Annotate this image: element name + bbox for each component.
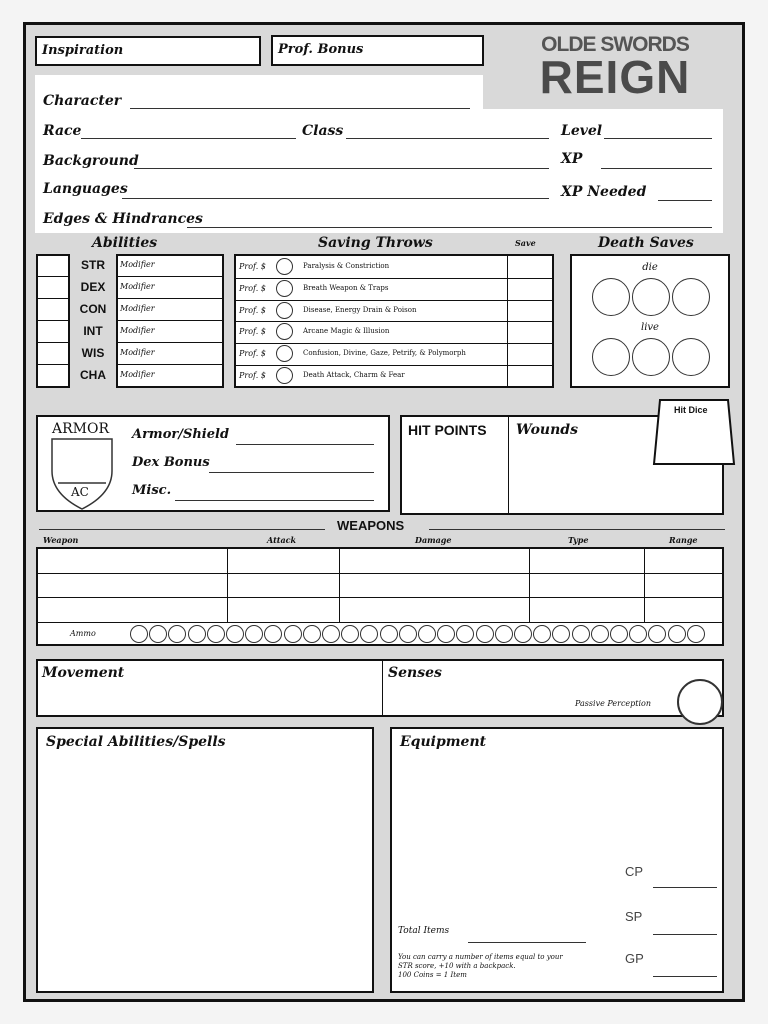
ammo-checkbox[interactable] — [552, 625, 570, 643]
movement-senses-box — [36, 659, 724, 717]
save-value-field[interactable] — [508, 300, 552, 321]
passive-perception-circle[interactable] — [677, 679, 723, 725]
ability-name-str: STR — [81, 258, 105, 272]
save-category-label: Disease, Energy Drain & Poison — [303, 305, 417, 314]
background-label: Background — [43, 153, 139, 169]
dex-bonus-field[interactable] — [209, 472, 374, 473]
save-value-field[interactable] — [508, 365, 552, 386]
ammo-checkbox[interactable] — [226, 625, 244, 643]
save-category-label: Death Attack, Charm & Fear — [303, 371, 405, 379]
wounds-label: Wounds — [516, 422, 578, 438]
character-label: Character — [43, 93, 122, 109]
save-prof-checkbox[interactable] — [276, 302, 293, 319]
movement-label: Movement — [42, 665, 125, 681]
languages-field[interactable] — [122, 198, 549, 199]
hit-dice-label: Hit Dice — [674, 405, 708, 415]
range-col-header: Range — [669, 535, 698, 545]
ability-name-dex: DEX — [80, 280, 106, 294]
armor-title: ARMOR — [52, 421, 110, 437]
ability-modifier-column[interactable] — [116, 254, 224, 388]
die-label: die — [642, 262, 658, 273]
save-label: Save — [515, 238, 536, 248]
death-save-die-3[interactable] — [672, 278, 710, 316]
hit-points-title: HIT POINTS — [408, 422, 487, 438]
ability-modifier-label: Modifier — [120, 370, 155, 379]
weapons-rule-right — [429, 529, 725, 530]
inspiration-field[interactable] — [35, 36, 261, 66]
edges-field[interactable] — [187, 227, 712, 228]
ammo-checkbox[interactable] — [418, 625, 436, 643]
movement-field[interactable] — [38, 685, 380, 715]
ammo-checkbox[interactable] — [322, 625, 340, 643]
armor-shield-field[interactable] — [236, 444, 374, 445]
ammo-checkbox[interactable] — [437, 625, 455, 643]
ammo-checkbox[interactable] — [668, 625, 686, 643]
background-field[interactable] — [134, 168, 549, 169]
ammo-checkbox[interactable] — [533, 625, 551, 643]
ammo-checkbox[interactable] — [284, 625, 302, 643]
carry-note-line1: You can carry a number of items equal to your — [398, 953, 563, 961]
type-col-header: Type — [568, 535, 589, 545]
inspiration-label: Inspiration — [42, 43, 124, 58]
class-field[interactable] — [346, 138, 549, 139]
save-prof-label: Prof. $ — [239, 327, 266, 337]
death-save-die-1[interactable] — [592, 278, 630, 316]
save-category-label: Breath Weapon & Traps — [303, 283, 389, 292]
race-field[interactable] — [81, 138, 296, 139]
save-prof-label: Prof. $ — [239, 283, 266, 293]
ammo-checkbox[interactable] — [399, 625, 417, 643]
xp-label: XP — [561, 151, 583, 167]
ammo-checkbox[interactable] — [360, 625, 378, 643]
ammo-checkbox[interactable] — [514, 625, 532, 643]
xp-field[interactable] — [601, 168, 712, 169]
ammo-checkbox[interactable] — [648, 625, 666, 643]
ammo-checkbox[interactable] — [149, 625, 167, 643]
ammo-checkbox[interactable] — [380, 625, 398, 643]
sp-label: SP — [625, 909, 643, 924]
race-label: Race — [43, 123, 82, 139]
saving-throws-title: Saving Throws — [318, 235, 433, 251]
carry-note — [398, 953, 563, 980]
ammo-checkbox[interactable] — [341, 625, 359, 643]
ammo-checkbox[interactable] — [303, 625, 321, 643]
ability-modifier-label: Modifier — [120, 282, 155, 291]
weapons-table — [36, 547, 724, 646]
xp-needed-label: XP Needed — [561, 184, 647, 200]
cp-field[interactable] — [653, 887, 717, 888]
carry-note-line2: STR score, +10 with a backpack. — [398, 962, 516, 970]
weapon-row[interactable] — [38, 549, 722, 573]
ability-name-cha: CHA — [80, 368, 106, 382]
save-value-field[interactable] — [508, 321, 552, 342]
misc-field[interactable] — [175, 500, 374, 501]
prof-bonus-field[interactable] — [271, 35, 484, 66]
ammo-checkbox[interactable] — [629, 625, 647, 643]
attack-col-header: Attack — [267, 535, 297, 545]
save-prof-checkbox[interactable] — [276, 345, 293, 362]
hp-divider — [508, 417, 509, 513]
logo — [520, 34, 710, 102]
ability-name-wis: WIS — [81, 346, 105, 360]
save-prof-label: Prof. $ — [239, 305, 266, 315]
dex-bonus-label: Dex Bonus — [132, 455, 210, 470]
languages-label: Languages — [43, 181, 128, 197]
special-abilities-box[interactable] — [36, 727, 374, 993]
class-label: Class — [302, 123, 344, 139]
weapon-row[interactable] — [38, 597, 722, 622]
gp-field[interactable] — [653, 976, 717, 977]
save-prof-checkbox[interactable] — [276, 280, 293, 297]
ability-modifier-label: Modifier — [120, 348, 155, 357]
weapon-row[interactable] — [38, 573, 722, 597]
level-label: Level — [561, 123, 603, 139]
ammo-checkbox[interactable] — [168, 625, 186, 643]
ability-score-column[interactable] — [36, 254, 70, 388]
death-save-die-2[interactable] — [632, 278, 670, 316]
death-save-live-3[interactable] — [672, 338, 710, 376]
special-abilities-label: Special Abilities/Spells — [46, 734, 226, 750]
death-saves-box — [570, 254, 730, 388]
save-prof-label: Prof. $ — [239, 262, 266, 271]
total-items-field[interactable] — [468, 942, 586, 943]
ammo-checkbox[interactable] — [610, 625, 628, 643]
save-prof-label: Prof. $ — [239, 349, 266, 359]
armor-shield-label: Armor/Shield — [132, 427, 230, 442]
ammo-checkbox[interactable] — [245, 625, 263, 643]
damage-col-header: Damage — [415, 535, 452, 545]
ability-name-con: CON — [79, 302, 107, 316]
ability-modifier-label: Modifier — [120, 326, 155, 335]
save-category-label: Confusion, Divine, Gaze, Petrify, & Polymorph — [303, 349, 466, 358]
weapons-rule-left — [39, 529, 325, 530]
save-category-label: Paralysis & Constriction — [303, 262, 390, 270]
weapons-title: WEAPONS — [337, 518, 405, 533]
ammo-checkbox[interactable] — [591, 625, 609, 643]
edges-label: Edges & Hindrances — [43, 211, 203, 227]
misc-label: Misc. — [132, 483, 172, 498]
carry-note-line3: 100 Coins = 1 Item — [398, 971, 467, 979]
ammo-checkbox[interactable] — [687, 625, 705, 643]
gp-label: GP — [625, 951, 644, 966]
save-value-field[interactable] — [508, 343, 552, 364]
save-category-label: Arcane Magic & Illusion — [303, 327, 390, 336]
save-prof-label: Prof. $ — [239, 371, 266, 380]
ammo-checkbox[interactable] — [456, 625, 474, 643]
death-save-live-1[interactable] — [592, 338, 630, 376]
ability-modifier-label: Modifier — [120, 304, 155, 313]
passive-perception-label: Passive Perception — [575, 699, 652, 708]
xp-needed-field[interactable] — [658, 200, 712, 201]
ammo-checkbox[interactable] — [130, 625, 148, 643]
ability-modifier-label: Modifier — [120, 260, 155, 269]
equipment-label: Equipment — [400, 734, 487, 750]
ammo-checkbox[interactable] — [572, 625, 590, 643]
ability-name-int: INT — [83, 324, 103, 338]
armor-shield-icon — [48, 437, 116, 511]
ammo-checkbox[interactable] — [476, 625, 494, 643]
sp-field[interactable] — [653, 934, 717, 935]
equipment-box[interactable] — [390, 727, 724, 993]
saving-throws-table — [234, 254, 554, 388]
live-label: live — [641, 322, 659, 333]
ammo-checkbox[interactable] — [207, 625, 225, 643]
abilities-table — [36, 254, 224, 388]
save-value-field[interactable] — [508, 256, 552, 277]
armor-box — [36, 415, 390, 512]
save-value-field[interactable] — [508, 278, 552, 299]
ammo-label: Ammo — [70, 629, 96, 638]
ac-label: AC — [71, 485, 89, 499]
prof-bonus-label: Prof. Bonus — [278, 42, 364, 57]
senses-label: Senses — [388, 665, 442, 681]
total-items-label: Total Items — [398, 926, 450, 936]
ammo-checkbox[interactable] — [264, 625, 282, 643]
level-field[interactable] — [604, 138, 712, 139]
weapon-col-header: Weapon — [43, 535, 79, 545]
save-prof-checkbox[interactable] — [276, 367, 293, 384]
character-sheet — [23, 22, 745, 1002]
abilities-title: Abilities — [92, 235, 158, 251]
ammo-checkbox[interactable] — [495, 625, 513, 643]
save-prof-checkbox[interactable] — [276, 258, 293, 275]
logo-line1: OLDE SWORDS — [541, 33, 689, 56]
death-save-live-2[interactable] — [632, 338, 670, 376]
logo-line2: REIGN — [539, 51, 691, 103]
character-field[interactable] — [130, 108, 470, 109]
ammo-checkbox[interactable] — [188, 625, 206, 643]
save-prof-checkbox[interactable] — [276, 323, 293, 340]
death-saves-title: Death Saves — [598, 235, 694, 251]
cp-label: CP — [625, 864, 644, 879]
